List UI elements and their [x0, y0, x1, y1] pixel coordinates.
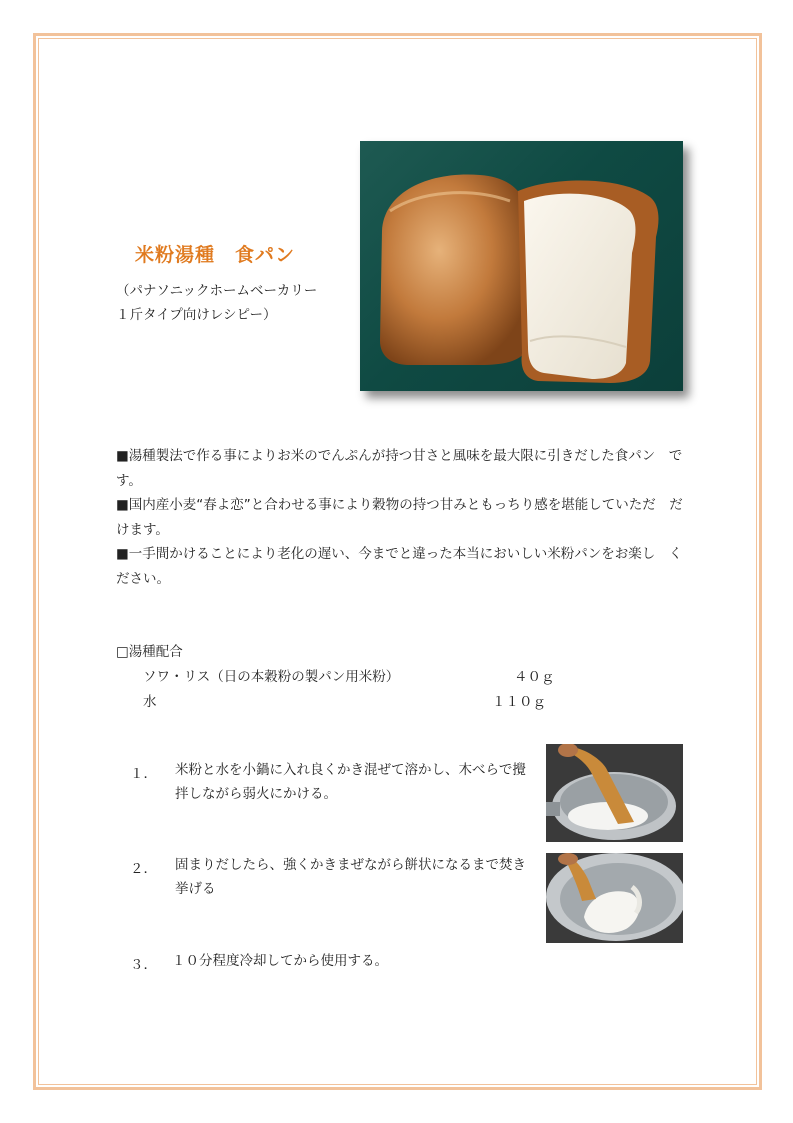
step-number: １．	[130, 766, 157, 782]
intro-text	[116, 444, 688, 591]
step-text: 米粉と水を小鍋に入れ良くかき混ぜて溶かし、木べらで攪拌しながら弱火にかける。	[175, 762, 526, 802]
subtitle-line-1: （パナソニックホームベーカリー	[116, 283, 318, 299]
step-1-photo	[546, 744, 683, 842]
recipe-title: 米粉湯種 食パン	[135, 244, 296, 266]
subtitle-line-2: １斤タイプ向けレシピー）	[116, 307, 277, 323]
bread-photo	[360, 141, 683, 391]
ingredient-amount: １１０ｇ	[492, 694, 546, 710]
step-2-photo	[546, 853, 683, 943]
ingredient-name: 水	[143, 694, 157, 710]
step-text: 固まりだしたら、強くかきまぜながら餅状になるまで焚き挙げる	[175, 857, 526, 897]
step-number: ２．	[130, 861, 157, 877]
intro-paragraph: ■湯種製法で作る事によりお米のでんぷんが持つ甘さと風味を最大限に引きだした食パン です。	[116, 448, 683, 489]
ingredient-amount: ４０ｇ	[514, 669, 555, 685]
recipe-subtitle	[116, 279, 317, 327]
section-heading: □湯種配合	[116, 644, 183, 660]
step-text: １０分程度冷却してから使用する。	[172, 953, 388, 969]
ingredient-name: ソワ・リス（日の本穀粉の製パン用米粉）	[143, 669, 400, 685]
step-number: ３．	[130, 957, 157, 973]
intro-paragraph: ■国内産小麦“春よ恋”と合わせる事により穀物の持つ甘みともっちり感を堪能していただ だけます。	[116, 497, 683, 538]
intro-paragraph: ■一手間かけることにより老化の遅い、今までと違った本当においしい米粉パンをお楽し ください。	[116, 546, 683, 587]
